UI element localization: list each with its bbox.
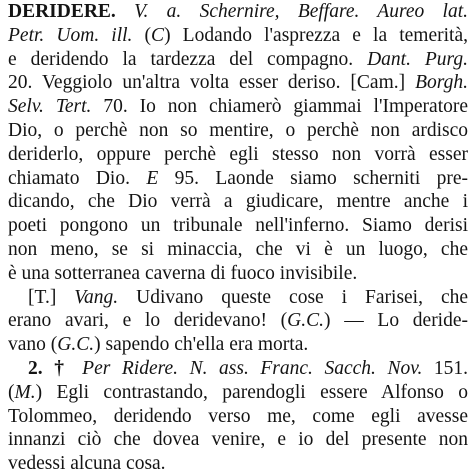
entry-line [8,357,468,381]
text-run: [T.] [28,286,75,308]
headword: DERIDERE. [8,1,116,22]
entry-line [8,286,468,310]
italic-text: V. a. Schernire, Beffare. Aureo lat. [115,1,468,22]
text-run: † [54,357,71,379]
text-run: ) sapendo ch'ella era morta. [94,334,309,356]
entry-line [8,405,468,429]
italic-text: Vang. [74,286,119,308]
entry-line [8,452,468,476]
text-run: è una sotterranea caverna di fuoco invisibile. [8,262,358,284]
text-run: 2. [28,357,43,379]
entry-line [8,190,468,214]
entry-line [8,428,468,452]
text-run: chiamato Dio. [8,167,147,189]
entry-line [8,119,468,143]
text-run: ( [8,381,15,403]
text-run: Dio, o perchè non so mentire, o perchè non ardisco [8,119,468,141]
text-run: poeti pongono un tribunale nell'inferno. Siamo derisi [8,215,468,237]
italic-text: E [146,167,159,189]
italic-text: M. [14,381,36,403]
italic-text: G.C. [287,310,324,332]
text-run: ( [132,24,152,46]
entry-line [8,309,468,333]
italic-text: Petr. Uom. ill. [8,24,133,46]
entry-line [8,71,468,95]
text-run: vedessi alcuna cosa. [8,453,166,475]
text-run: ) Egli contrastando, parendogli essere Alfonso o [35,381,468,403]
entry-line [8,167,468,191]
text-run: erano avari, e lo deridevano! ( [8,310,288,332]
text-run: vano ( [8,334,58,356]
text-run: 151. [422,357,469,379]
italic-text: G.C. [57,334,95,356]
text-run: ) Lodando l'asprezza e la temerità, [164,24,468,46]
text-run: dicando, che Dio verrà a giudicare, mentre anche i [8,191,468,213]
text-run: Tolommeo, deridendo verso me, come egli avesse [8,405,468,427]
text-run: innanzi ciò che dovea venire, e io del presente non [8,429,468,451]
italic-text: Selv. Tert. [8,96,92,118]
text-run: 70. Io non chiamerò giammai l'Imperatore [91,96,469,118]
text-run: 20. Veggiolo un'altra volta esser deriso. [Cam.] [8,72,416,94]
italic-text: Borgh. [415,72,468,94]
text-run: Udivano queste cose i Farisei, che [118,286,469,308]
entry-line [8,262,468,286]
entry-line [8,95,468,119]
text-run: 95. Laonde siamo scherniti pre- [158,167,468,189]
text-run [43,358,55,379]
text-run: e deridendo la tardezza del compagno. [8,48,368,70]
entry-line [8,381,468,405]
entry-line [8,333,468,357]
entry-line [8,214,468,238]
entry-line [8,48,468,72]
italic-text: Dant. Purg. [367,48,469,70]
entry-line [8,143,468,167]
entry-line [8,24,468,48]
text-run: ) — Lo deride- [324,310,469,332]
text-run: non meno, se si minaccia, che vi è un luogo, che [8,238,468,260]
italic-text: C [151,24,165,46]
dictionary-entry [8,0,468,476]
italic-text: Per Ridere. N. ass. Franc. Sacch. Nov. [70,357,423,379]
entry-line [8,238,468,262]
text-run: deriderlo, oppure perchè egli stesso non vorrà esser [8,143,468,165]
entry-line [8,0,468,24]
